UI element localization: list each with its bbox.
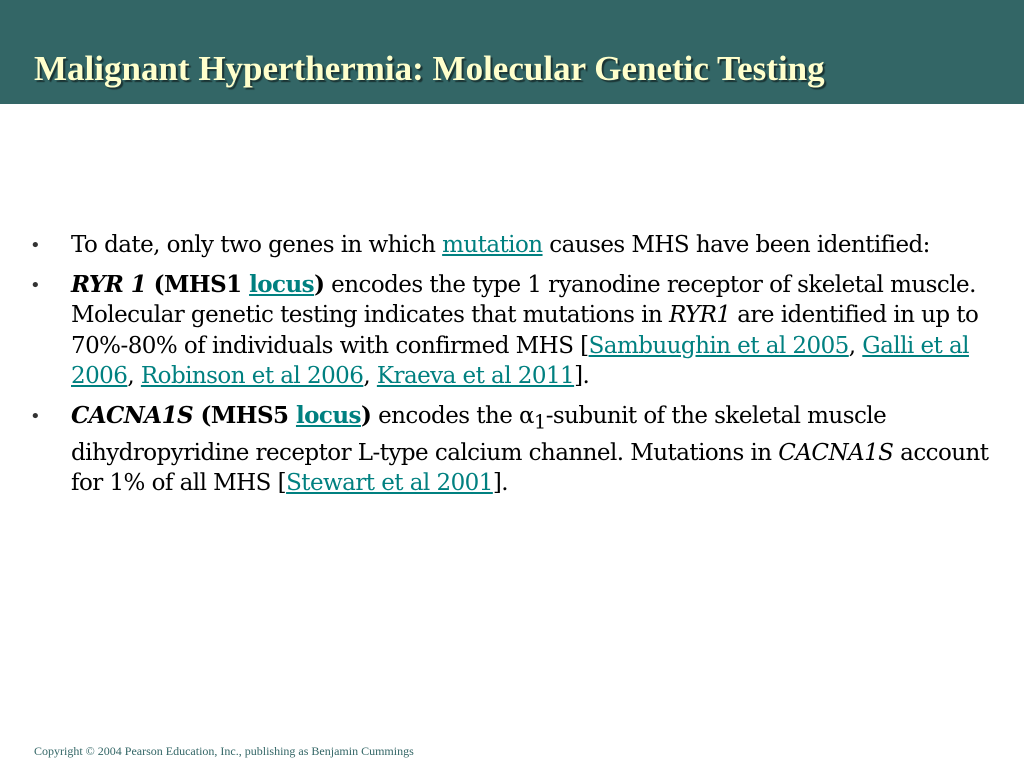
gene-name-inline: CACNA1S — [778, 439, 894, 466]
bullet-text: causes MHS have been identified: — [542, 232, 930, 258]
locus-label: (MHS5 — [193, 401, 296, 429]
bullet-text: ]. — [492, 470, 509, 497]
reference-link-stewart[interactable]: Stewart et al 2001 — [286, 470, 493, 497]
bullet-text: encodes the α — [371, 402, 535, 429]
slide-title: Malignant Hyperthermia: Molecular Genetic Testing — [34, 49, 825, 88]
reference-link-kraeva[interactable]: Kraeva et al 2011 — [376, 363, 575, 389]
mutation-link[interactable]: mutation — [442, 232, 543, 258]
bullet-icon: • — [30, 274, 41, 296]
separator: , — [848, 332, 863, 359]
reference-link-robinson[interactable]: Robinson et al 2006 — [140, 363, 364, 389]
bullet-icon: • — [30, 405, 41, 427]
separator: , — [363, 363, 377, 389]
bullet-icon: • — [30, 235, 41, 256]
locus-label: (MHS1 — [146, 270, 250, 298]
copyright-footer: Copyright © 2004 Pearson Education, Inc., publishing as Benjamin Cummings — [34, 744, 414, 758]
locus-label-close: ) — [314, 270, 325, 298]
bullet-text: ]. — [574, 363, 590, 389]
bullet-item-ryr1 — [30, 270, 990, 392]
reference-link-sambuughin[interactable]: Sambuughin et al 2005 — [588, 332, 849, 359]
alpha-subscript: 1 — [534, 410, 546, 434]
gene-name-cacna1s: CACNA1S — [71, 401, 194, 429]
bullet-item-genes-identified — [30, 230, 990, 261]
locus-label-close: ) — [360, 401, 372, 429]
gene-name-ryr1: RYR 1 — [71, 270, 147, 298]
locus-link[interactable]: locus — [295, 401, 361, 429]
bullet-item-cacna1s — [30, 401, 990, 499]
reference-link-galli[interactable]: Galli et al 2006 — [71, 332, 969, 389]
locus-link[interactable]: locus — [249, 270, 315, 298]
bullet-text: account for 1% of all MHS [ — [71, 439, 989, 497]
title-bar — [0, 0, 1024, 104]
bullet-list — [30, 230, 990, 508]
bullet-text: -subunit of the skeletal muscle dihydropyridine receptor L-type calcium channel. Mutations in — [71, 402, 887, 466]
bullet-text: To date, only two genes in which — [71, 232, 443, 258]
bullet-text: encodes the type 1 ryanodine receptor of skeletal muscle. Molecular genetic testing indicates that mutations in — [71, 271, 976, 328]
separator: , — [127, 363, 141, 389]
gene-name-inline: RYR1 — [668, 302, 731, 328]
bullet-text: are identified in up to 70%-80% of individuals with confirmed MHS [ — [71, 302, 979, 359]
